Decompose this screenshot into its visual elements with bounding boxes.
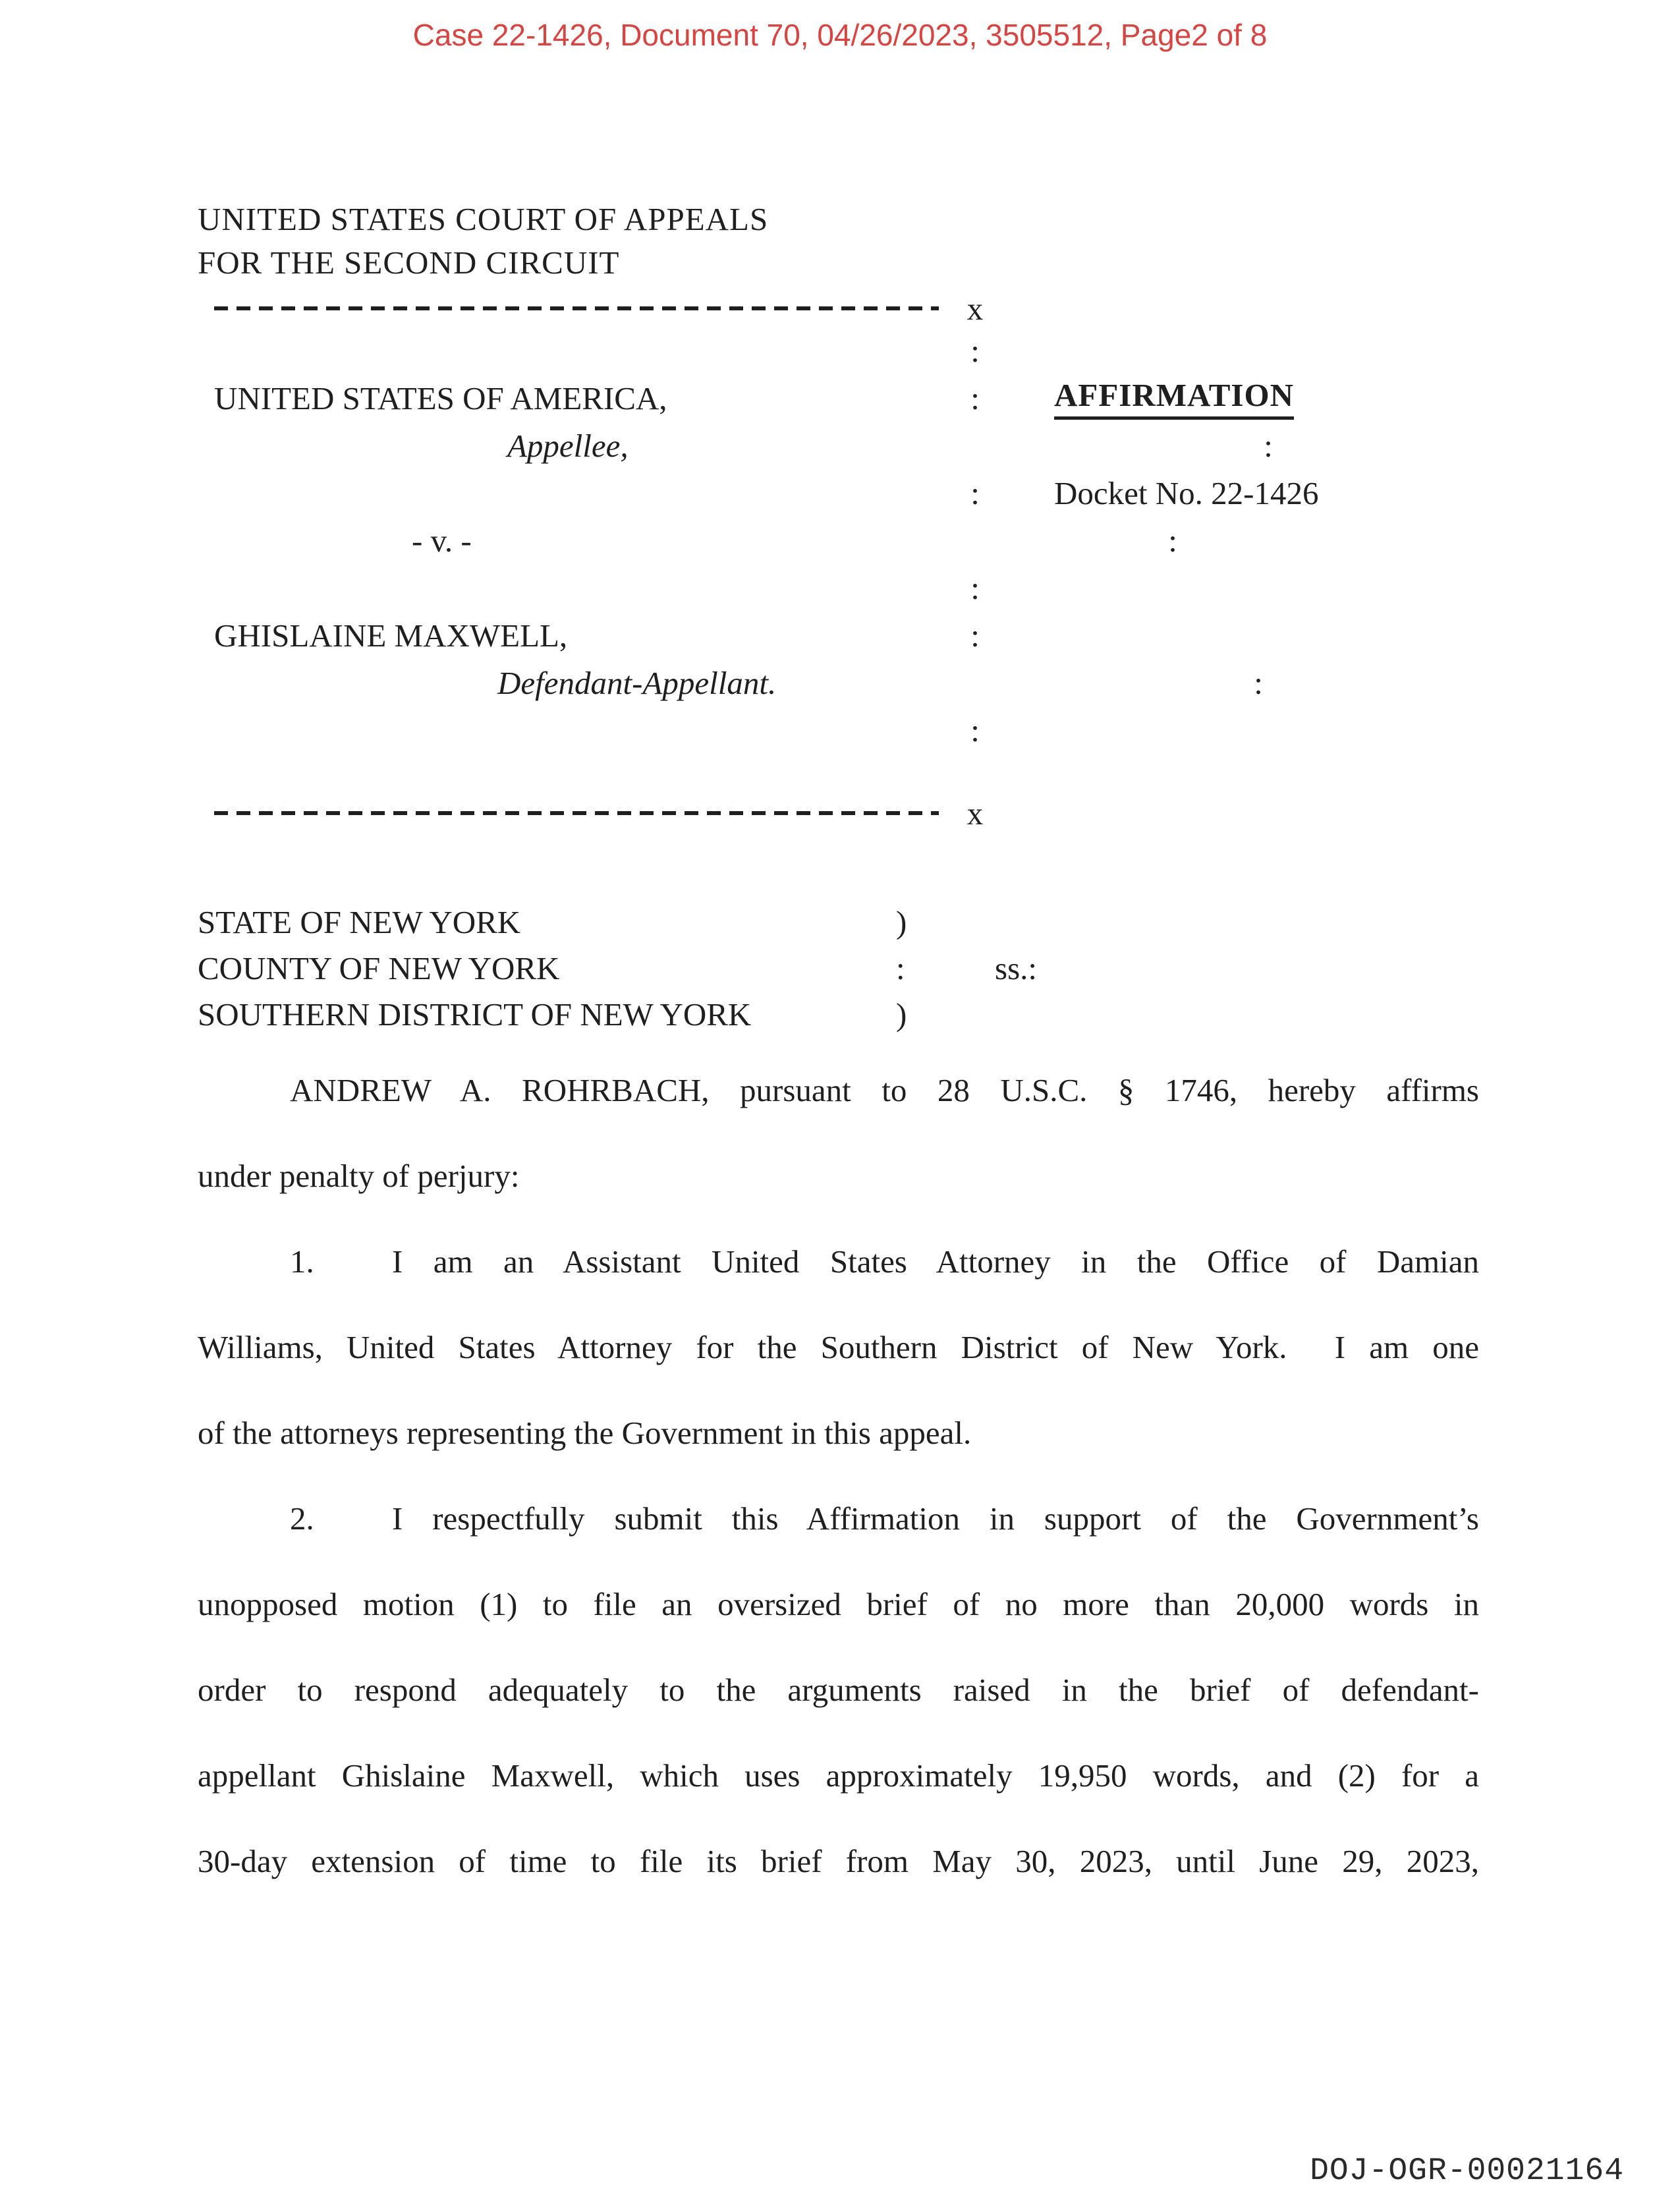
body-line-1: ANDREW A. ROHRBACH, pursuant to 28 U.S.C. § 1746, hereby affirms xyxy=(290,1072,1479,1108)
case-caption xyxy=(214,290,1525,872)
bates-number: DOJ-OGR-00021164 xyxy=(1310,2153,1624,2189)
caption-row xyxy=(214,469,1525,517)
venue-suffix-1 xyxy=(995,899,1252,946)
paragraph-number-2: 2. xyxy=(290,1500,314,1537)
venue-text-2: COUNTY OF NEW YORK xyxy=(198,950,560,986)
venue-text-3: SOUTHERN DISTRICT OF NEW YORK xyxy=(198,996,752,1033)
docket-number: Docket No. 22-1426 xyxy=(1054,474,1319,511)
plaintiff-role: Appellee, xyxy=(507,427,629,464)
caption-row xyxy=(214,517,1525,564)
caption-row xyxy=(214,611,1525,659)
caption-rule-top xyxy=(214,290,1525,327)
case-header-stamp: Case 22-1426, Document 70, 04/26/2023, 3505512, Page2 of 8 xyxy=(412,18,1268,52)
caption-colon: : xyxy=(970,712,980,749)
versus-label: - v. - xyxy=(412,522,472,559)
caption-colon: : xyxy=(1168,522,1177,559)
defendant-name: GHISLAINE MAXWELL, xyxy=(214,617,568,654)
caption-colon: : xyxy=(970,380,980,416)
caption-row xyxy=(214,422,1525,469)
venue-ss-label: ss.: xyxy=(995,950,1038,986)
venue-block xyxy=(198,899,1252,1038)
dash-rule xyxy=(214,306,939,310)
body-line-8: order to respond adequately to the arguments raised in the brief of defendant- xyxy=(198,1672,1479,1708)
court-name-line-1: UNITED STATES COURT OF APPEALS xyxy=(198,201,769,237)
venue-mark-1: ) xyxy=(896,904,907,940)
caption-colon: : xyxy=(970,332,980,369)
dash-terminator-x: x xyxy=(966,290,984,327)
caption-row xyxy=(214,374,1525,422)
venue-suffix-3 xyxy=(995,992,1252,1038)
body-line-9: appellant Ghislaine Maxwell, which uses approximately 19,950 words, and (2) for a xyxy=(198,1757,1479,1794)
body-line-2: under penalty of perjury: xyxy=(198,1158,520,1194)
dash-terminator-x: x xyxy=(966,795,984,832)
body-line-7: unopposed motion (1) to file an oversized brief of no more than 20,000 words in xyxy=(198,1586,1479,1622)
paragraph-number-1: 1. xyxy=(290,1243,314,1280)
court-name-line-2: FOR THE SECOND CIRCUIT xyxy=(198,244,620,281)
caption-row xyxy=(214,564,1525,611)
caption-row xyxy=(214,659,1525,706)
caption-colon: : xyxy=(970,474,980,511)
venue-mark-3: ) xyxy=(896,996,907,1033)
dash-rule xyxy=(214,811,939,815)
affirmation-title: AFFIRMATION xyxy=(1054,376,1294,420)
caption-colon: : xyxy=(1264,427,1273,464)
caption-rule-bottom xyxy=(214,754,1525,872)
caption-colon: : xyxy=(1254,664,1263,701)
defendant-role: Defendant-Appellant. xyxy=(497,664,777,701)
caption-row xyxy=(214,327,1525,374)
venue-line-3 xyxy=(198,992,1252,1038)
affirmation-body xyxy=(198,1048,1479,1904)
venue-text-1: STATE OF NEW YORK xyxy=(198,904,521,940)
caption-colon: : xyxy=(970,617,980,654)
court-name xyxy=(198,198,768,285)
body-line-3-text: I am an Assistant United States Attorney in the Office of Damian xyxy=(392,1243,1479,1280)
body-line-4: Williams, United States Attorney for the Southern District of New York. I am one xyxy=(198,1329,1479,1365)
body-line-5: of the attorneys representing the Government in this appeal. xyxy=(198,1415,972,1451)
body-line-3 xyxy=(198,1219,1479,1305)
venue-mark-2: : xyxy=(896,950,905,986)
venue-line-1 xyxy=(198,899,1252,946)
caption-colon: : xyxy=(970,569,980,606)
body-line-10: 30-day extension of time to file its brief from May 30, 2023, until June 29, 2023, xyxy=(198,1843,1479,1879)
plaintiff-name: UNITED STATES OF AMERICA, xyxy=(214,380,667,416)
body-line-6 xyxy=(198,1476,1479,1562)
caption-row xyxy=(214,706,1525,754)
body-line-6-text: I respectfully submit this Affirmation in support of the Government’s xyxy=(392,1500,1479,1537)
venue-line-2 xyxy=(198,946,1252,992)
